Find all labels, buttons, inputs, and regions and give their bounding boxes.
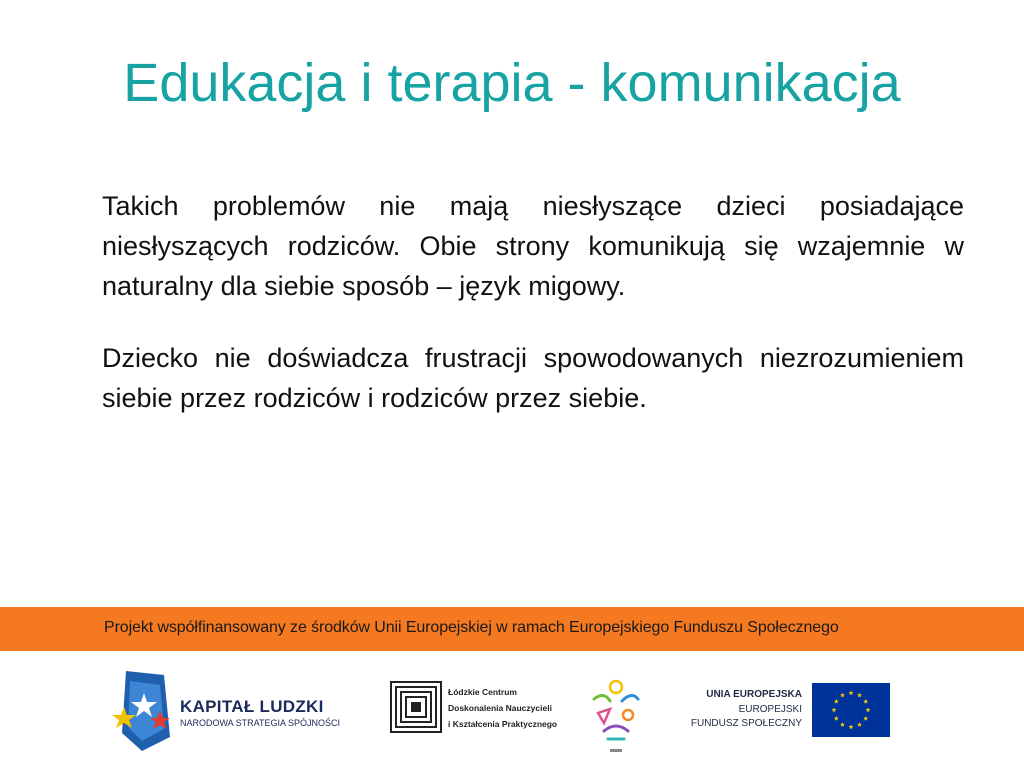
kapital-ludzki-title: KAPITAŁ LUDZKI (180, 697, 324, 716)
kapital-ludzki-emblem-icon (112, 671, 176, 751)
unia-line: FUNDUSZ SPOŁECZNY (690, 718, 802, 729)
unia-europejska-text (691, 687, 802, 731)
unia-line: UNIA EUROPEJSKA (706, 689, 802, 700)
unia-line: EUROPEJSKI (738, 704, 802, 715)
kapital-ludzki-text (180, 697, 340, 729)
logo-bar (0, 651, 1024, 768)
funding-band (0, 607, 1024, 651)
paragraph: Takich problemów nie mają niesłyszące dzieci posiadające niesłyszących rodziców. Obie strony komunikują się wzajemnie w naturalny dla siebie sposób – język migowy. (102, 191, 964, 301)
kids-logo (588, 679, 644, 757)
kids-logo-icon (588, 679, 644, 757)
lodzkie-centrum-line: Łódzkie Centrum (448, 687, 517, 697)
kapital-ludzki-subtitle: NARODOWA STRATEGIA SPÓJNOŚCI (180, 718, 341, 728)
paragraph: Dziecko nie doświadcza frustracji spowodowanych niezrozumieniem siebie przez rodziców i rodziców przez siebie. (102, 343, 964, 413)
funding-text: Projekt współfinansowany ze środków Unii Europejskiej w ramach Europejskiego Funduszu Społecznego (104, 619, 839, 636)
lodzkie-centrum-text (448, 684, 557, 732)
lodzkie-centrum-line: Doskonalenia Nauczycieli (448, 703, 552, 713)
lodzkie-centrum-logo (390, 681, 558, 741)
lodzkie-centrum-line: i Kształcenia Praktycznego (448, 719, 558, 729)
slide-body (102, 186, 964, 418)
lodzkie-centrum-emblem-icon (390, 681, 442, 733)
slide-title: Edukacja i terapia - komunikacja (123, 53, 901, 113)
kapital-ludzki-logo (112, 671, 362, 751)
unia-europejska-logo (690, 681, 900, 741)
eu-flag-icon (812, 683, 890, 737)
